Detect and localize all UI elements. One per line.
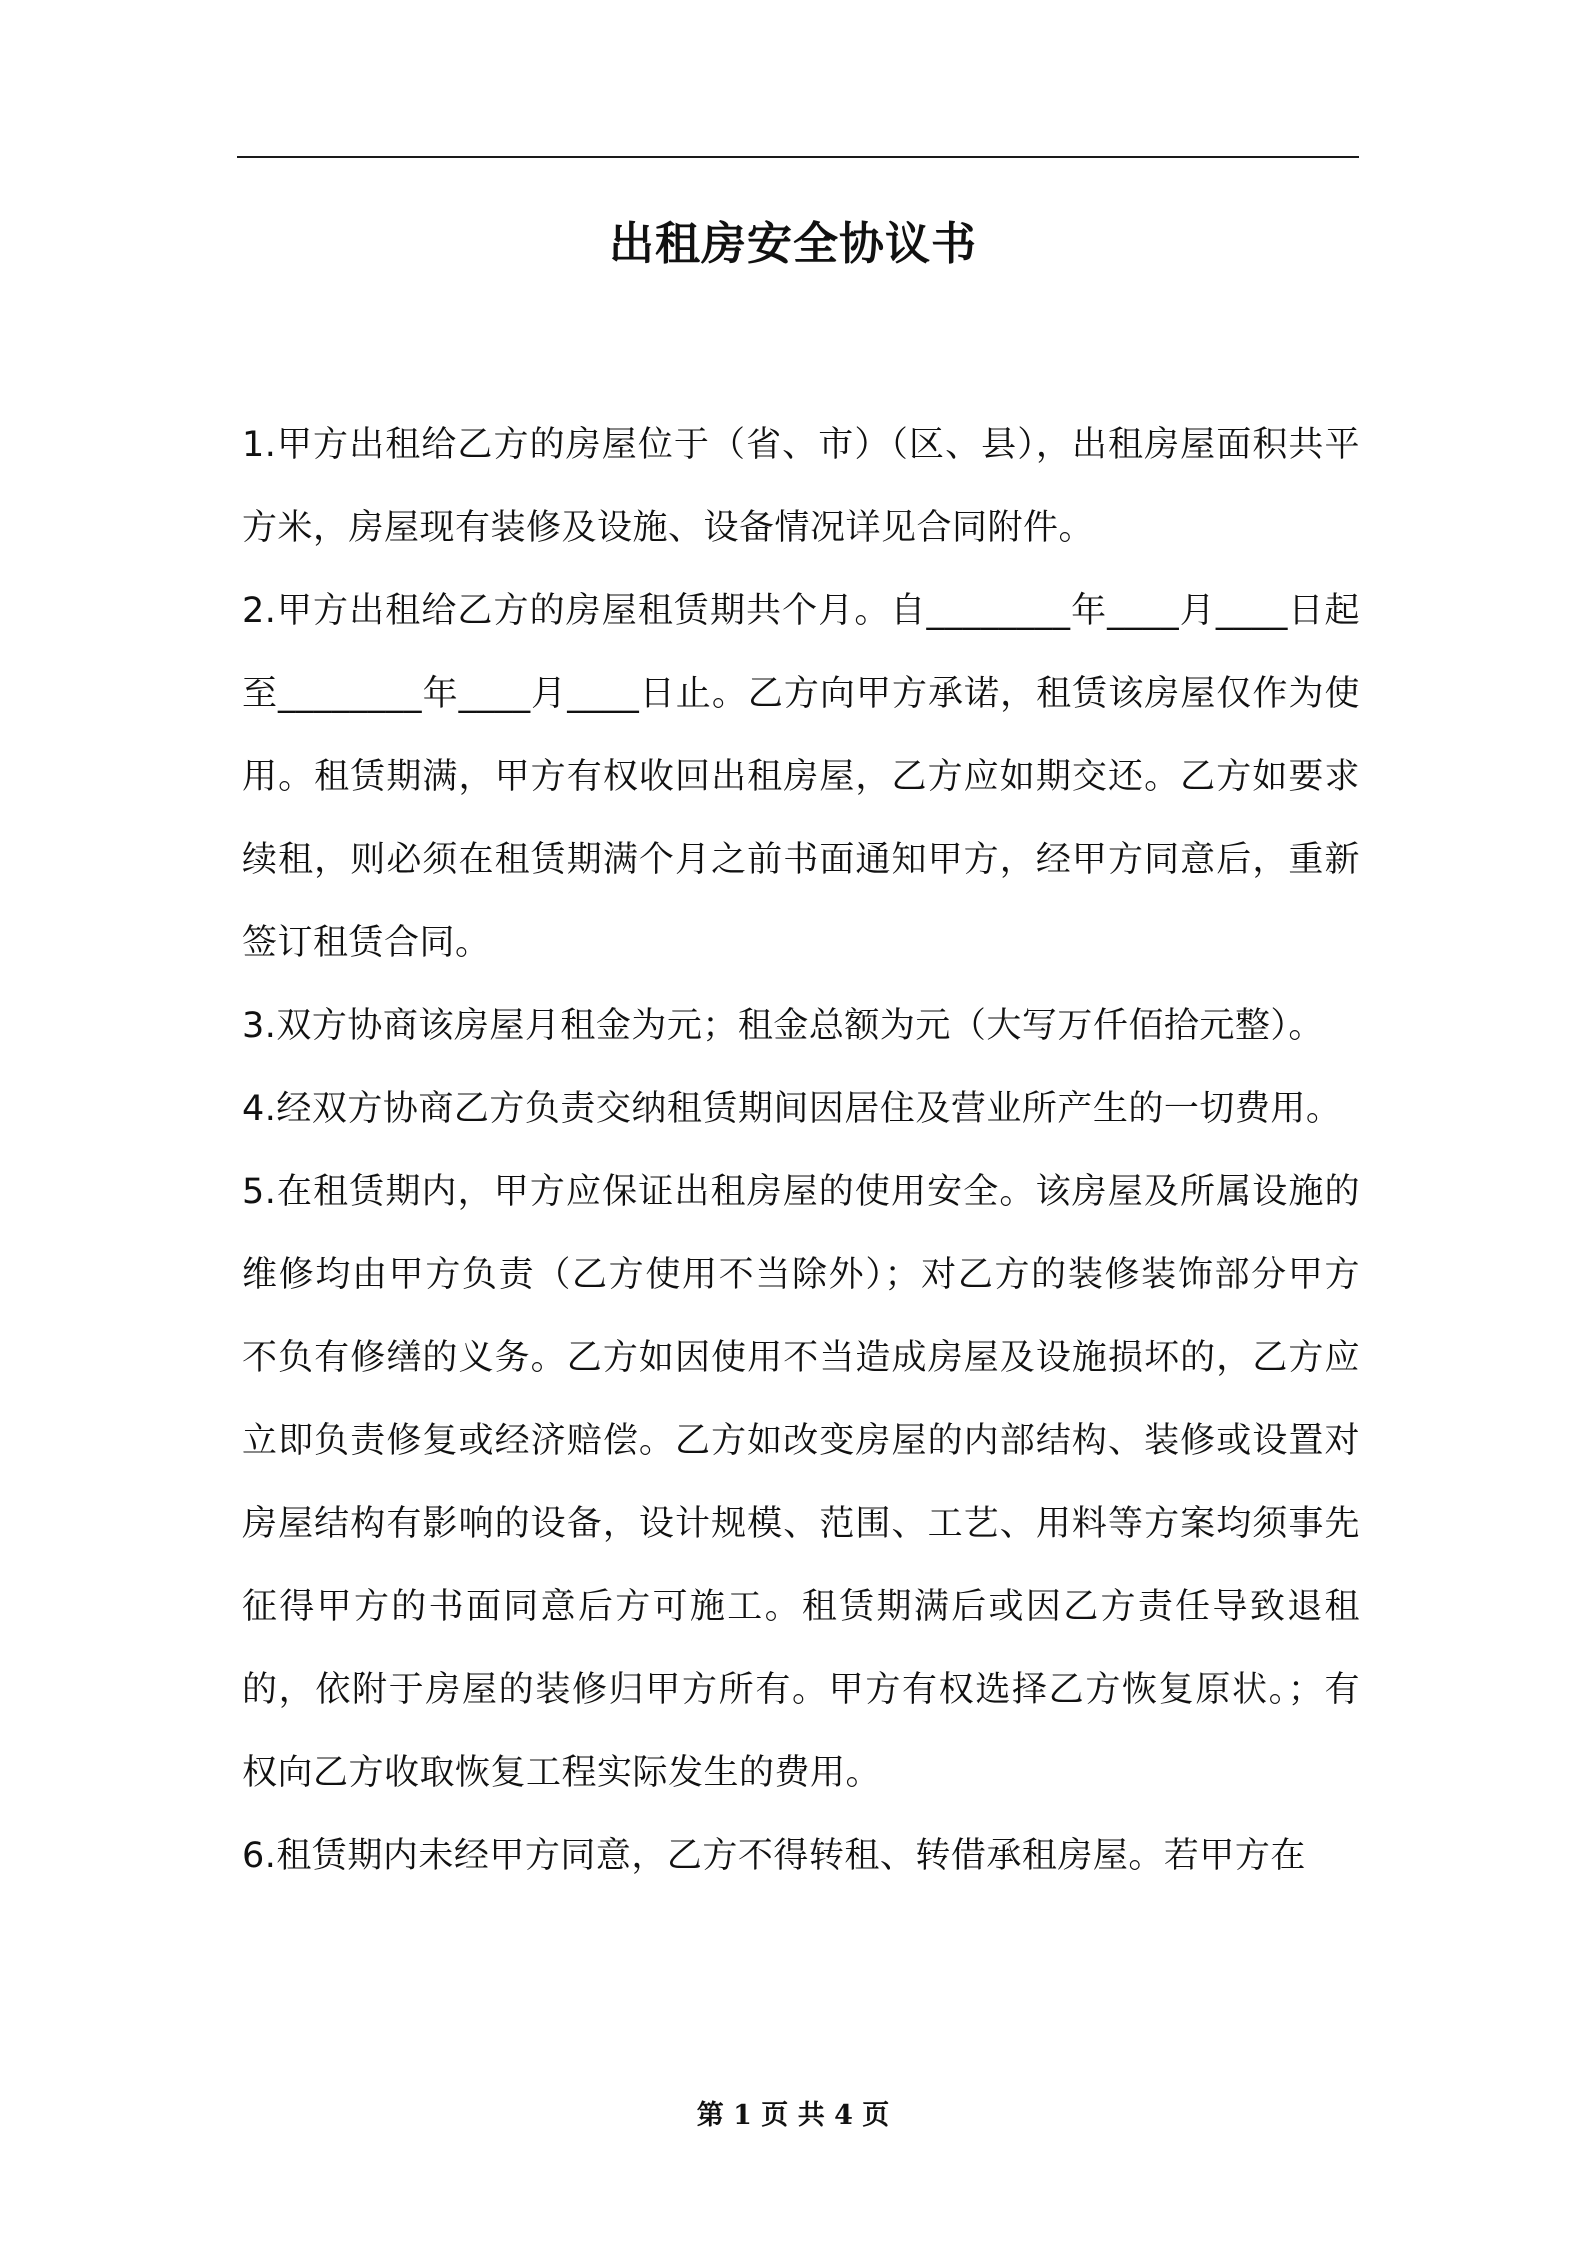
document-body bbox=[242, 404, 1360, 1898]
paragraph-5: 5.在租赁期内，甲方应保证出租房屋的使用安全。该房屋及所属设施的维修均由甲方负责（乙方使用不当除外）；对乙方的装修装饰部分甲方不负有修缮的义务。乙方如因使用不当造成房屋及设施损坏的，乙方应立即负责修复或经济赔偿。乙方如改变房屋的内部结构、装修或设置对房屋结构有影响的设备，设计规模、范围、工艺、用料等方案均须事先征得甲方的书面同意后方可施工。租赁期满后或因乙方责任导致退租的，依附于房屋的装修归甲方所有。甲方有权选择乙方恢复原状。；有权向乙方收取恢复工程实际发生的费用。 bbox=[242, 1172, 1360, 1793]
paragraph-4: 4.经双方协商乙方负责交纳租赁期间因居住及营业所产生的一切费用。 bbox=[242, 1089, 1342, 1129]
paragraph-1: 1.甲方出租给乙方的房屋位于（省、市）（区、县），出租房屋面积共平方米，房屋现有装修及设施、设备情况详见合同附件。 bbox=[242, 425, 1360, 548]
header-rule bbox=[237, 156, 1359, 158]
paragraph-3: 3.双方协商该房屋月租金为元；租金总额为元（大写万仟佰拾元整）。 bbox=[242, 1006, 1324, 1046]
paragraph-2: 2.甲方出租给乙方的房屋租赁期共个月。自________年____月____日起至________年____月____日止。乙方向甲方承诺，租赁该房屋仅作为使用。租赁期满，甲方有权收回出租房屋，乙方应如期交还。乙方如要求续租，则必须在租赁期满个月之前书面通知甲方，经甲方同意后，重新签订租赁合同。 bbox=[242, 591, 1360, 963]
paragraph-6: 6.租赁期内未经甲方同意，乙方不得转租、转借承租房屋。若甲方在 bbox=[242, 1836, 1306, 1876]
document-title: 出租房安全协议书 bbox=[608, 217, 977, 270]
page-number-footer: 第 1 页 共 4 页 bbox=[696, 2100, 890, 2131]
